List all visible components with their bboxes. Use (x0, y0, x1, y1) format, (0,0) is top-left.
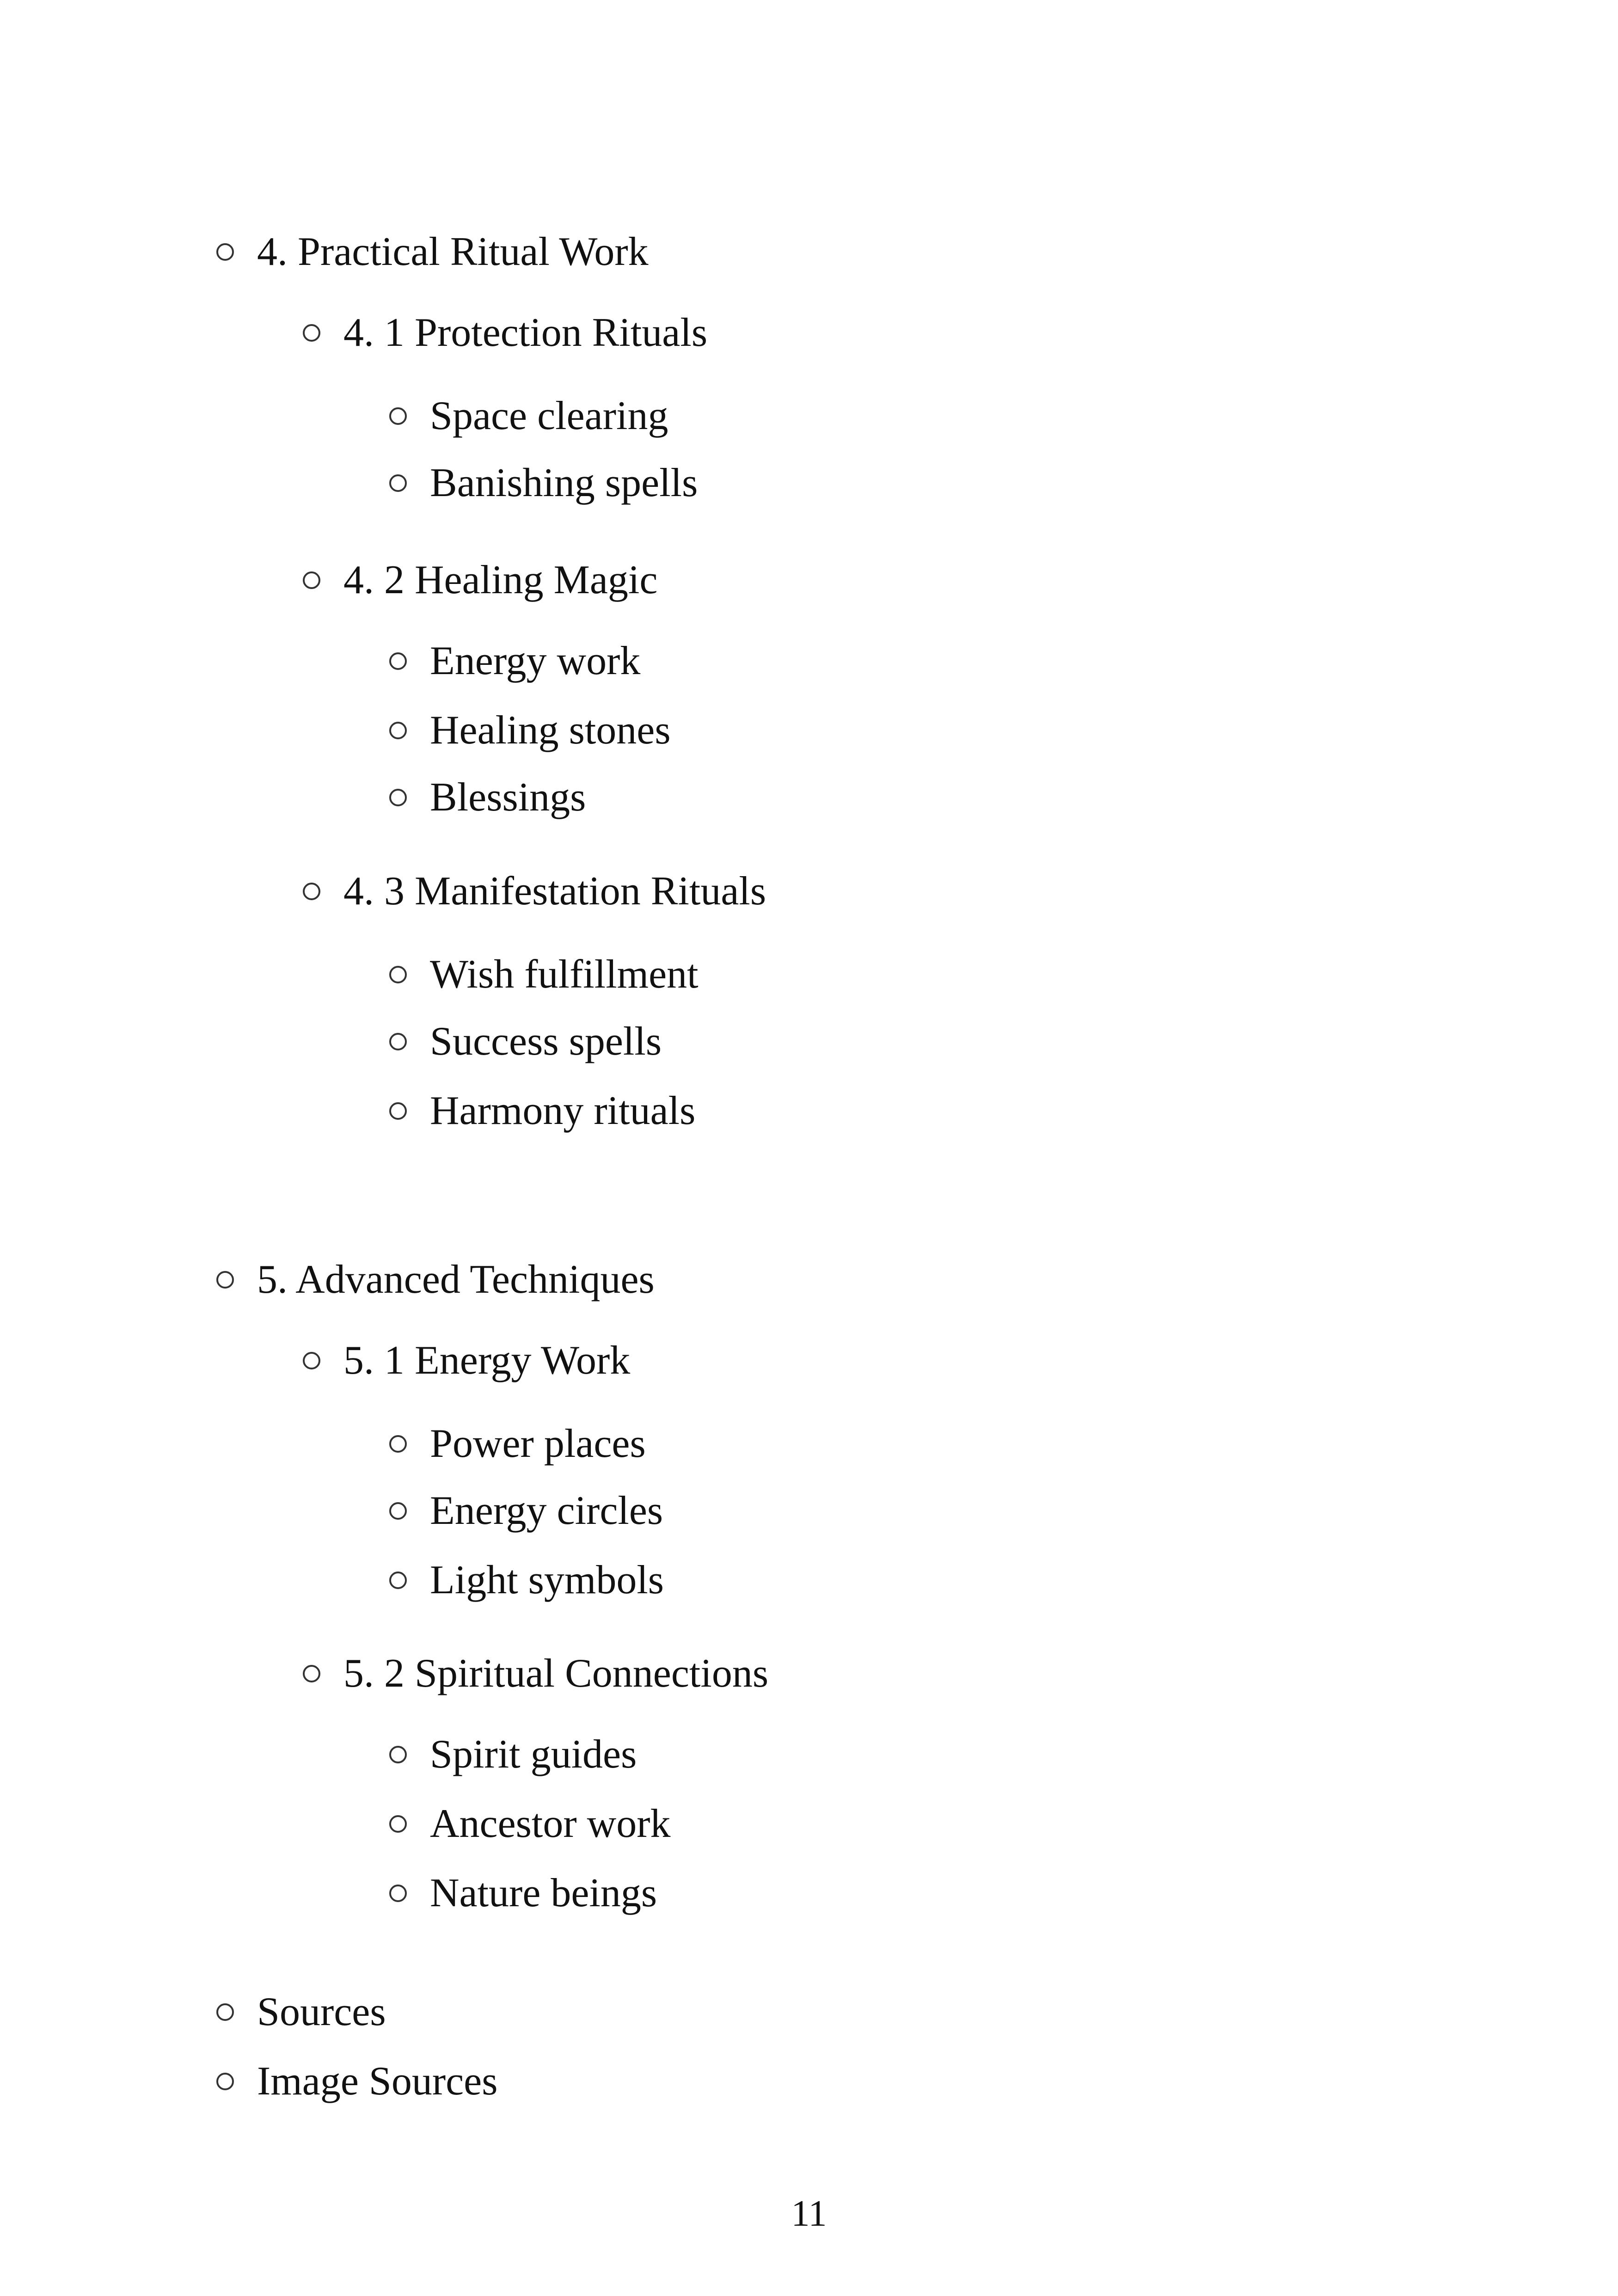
hollow-circle-bullet-icon (389, 1572, 407, 1589)
outline-item-sources (216, 1987, 386, 2038)
hollow-circle-bullet-icon (389, 407, 407, 425)
outline-item-protection-rituals (303, 307, 707, 358)
page-number: 11 (791, 2193, 827, 2234)
outline-item-label: 5. 1 Energy Work (343, 1338, 631, 1383)
outline-item-label: Sources (257, 1989, 386, 2034)
hollow-circle-bullet-icon (389, 1815, 407, 1833)
hollow-circle-bullet-icon (303, 883, 320, 900)
outline-item-blessings (389, 772, 586, 823)
outline-item-light-symbols (389, 1555, 664, 1606)
outline-item-nature-beings (389, 1868, 657, 1919)
outline-item-label: Image Sources (257, 2059, 498, 2104)
hollow-circle-bullet-icon (216, 2073, 234, 2090)
outline-item-label: Nature beings (430, 1871, 657, 1915)
hollow-circle-bullet-icon (389, 474, 407, 492)
outline-item-image-sources (216, 2056, 497, 2107)
hollow-circle-bullet-icon (389, 1502, 407, 1520)
outline-item-label: Spirit guides (430, 1732, 637, 1777)
outline-item-label: Healing stones (430, 708, 671, 753)
outline-item-success-spells (389, 1016, 662, 1067)
hollow-circle-bullet-icon (216, 1271, 234, 1289)
hollow-circle-bullet-icon (389, 966, 407, 983)
outline-item-practical-ritual-work (216, 227, 649, 277)
hollow-circle-bullet-icon (389, 1435, 407, 1453)
outline-item-label: Power places (430, 1421, 646, 1466)
hollow-circle-bullet-icon (389, 1102, 407, 1120)
outline-item-label: 5. 2 Spiritual Connections (343, 1651, 769, 1696)
outline-item-healing-stones (389, 705, 671, 756)
hollow-circle-bullet-icon (303, 1352, 320, 1369)
outline-item-advanced-techniques (216, 1254, 655, 1305)
outline-item-label: Success spells (430, 1019, 662, 1064)
outline-item-ancestor-work (389, 1799, 671, 1849)
outline-item-healing-magic (303, 555, 657, 606)
hollow-circle-bullet-icon (303, 324, 320, 342)
outline-item-label: Wish fulfillment (430, 952, 699, 997)
outline-item-label: Banishing spells (430, 460, 698, 505)
outline-item-spiritual-connections (303, 1648, 768, 1699)
outline-item-label: Space clearing (430, 393, 668, 438)
outline-item-wish-fulfillment (389, 949, 699, 1000)
outline-item-label: Harmony rituals (430, 1088, 696, 1133)
outline-item-label: Energy circles (430, 1488, 663, 1533)
outline-item-label: 5. Advanced Techniques (257, 1257, 655, 1302)
outline-item-label: Blessings (430, 775, 586, 820)
outline-item-energy-circles (389, 1486, 663, 1536)
outline-item-banishing-spells (389, 458, 698, 509)
hollow-circle-bullet-icon (303, 571, 320, 589)
outline-item-manifestation-rituals (303, 866, 766, 917)
outline-item-label: Ancestor work (430, 1801, 671, 1846)
outline-item-space-clearing (389, 391, 668, 442)
outline-item-label: Energy work (430, 638, 641, 683)
outline-item-energy-work (389, 636, 640, 687)
outline-item-energy-work-section (303, 1335, 630, 1386)
outline-item-label: 4. 2 Healing Magic (343, 558, 658, 602)
hollow-circle-bullet-icon (389, 1033, 407, 1050)
hollow-circle-bullet-icon (389, 652, 407, 670)
outline-item-label: Light symbols (430, 1558, 664, 1602)
outline-item-spirit-guides (389, 1729, 637, 1780)
hollow-circle-bullet-icon (216, 243, 234, 261)
hollow-circle-bullet-icon (389, 789, 407, 806)
hollow-circle-bullet-icon (389, 1746, 407, 1763)
hollow-circle-bullet-icon (216, 2003, 234, 2021)
hollow-circle-bullet-icon (303, 1665, 320, 1682)
outline-item-power-places (389, 1418, 646, 1469)
outline-item-harmony-rituals (389, 1086, 695, 1136)
outline-item-label: 4. Practical Ritual Work (257, 229, 649, 274)
hollow-circle-bullet-icon (389, 722, 407, 739)
outline-item-label: 4. 3 Manifestation Rituals (343, 869, 766, 914)
hollow-circle-bullet-icon (389, 1885, 407, 1902)
outline-item-label: 4. 1 Protection Rituals (343, 310, 708, 355)
